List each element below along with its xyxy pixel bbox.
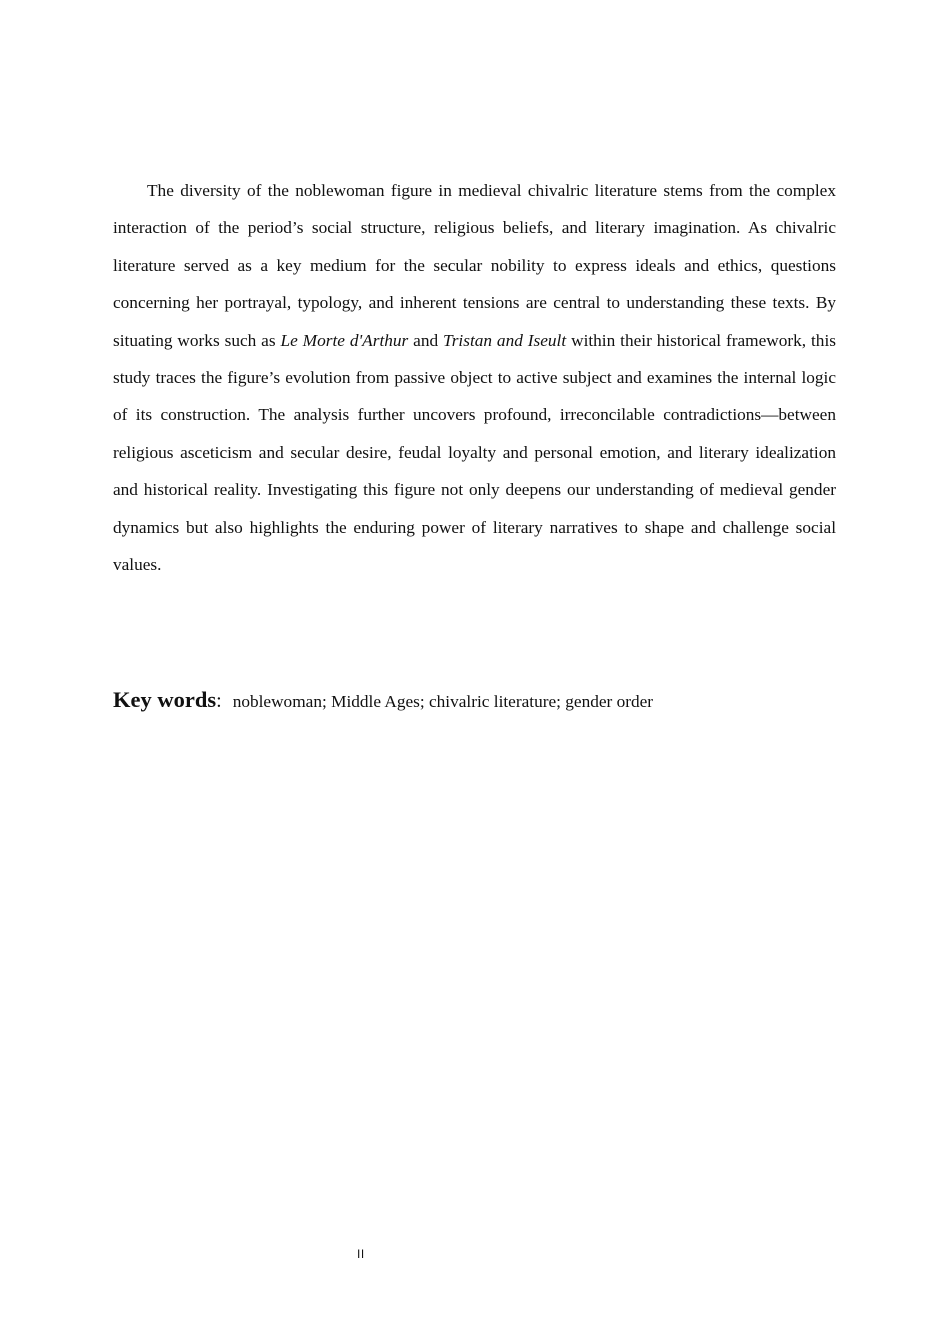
abstract-text-part-2: and xyxy=(408,330,444,350)
keywords-label: Key words xyxy=(113,687,217,712)
keywords-line xyxy=(113,680,836,723)
work-title-le-morte-darthur: Le Morte d'Arthur xyxy=(280,330,409,350)
keywords-separator: : xyxy=(216,690,222,712)
abstract-paragraph xyxy=(113,172,836,583)
page-number: II xyxy=(357,1247,365,1261)
keywords-list: noblewoman; Middle Ages; chivalric literature; gender order xyxy=(232,692,654,711)
work-title-tristan-and-iseult: Tristan and Iseult xyxy=(443,330,567,350)
abstract-text-part-3: within their historical framework, this study traces the figure’s evolution from passive object to active subject and examines the internal logic of its construction. The analysis further uncovers profound, irreconcilable contradictions—between religious asceticism and secular desire, feudal loyalty and personal emotion, and literary idealization and historical reality. Investigating this figure not only deepens our understanding of medieval gender dynamics but also highlights the enduring power of literary narratives to shape and challenge social values. xyxy=(113,330,836,575)
abstract-text-part-1: The diversity of the noblewoman figure in medieval chivalric literature stems from the complex interaction of the period’s social structure, religious beliefs, and literary imagination. As chivalric literature served as a key medium for the secular nobility to express ideals and ethics, questions concerning her portrayal, typology, and inherent tensions are central to understanding these texts. By situating works such as xyxy=(113,181,836,350)
